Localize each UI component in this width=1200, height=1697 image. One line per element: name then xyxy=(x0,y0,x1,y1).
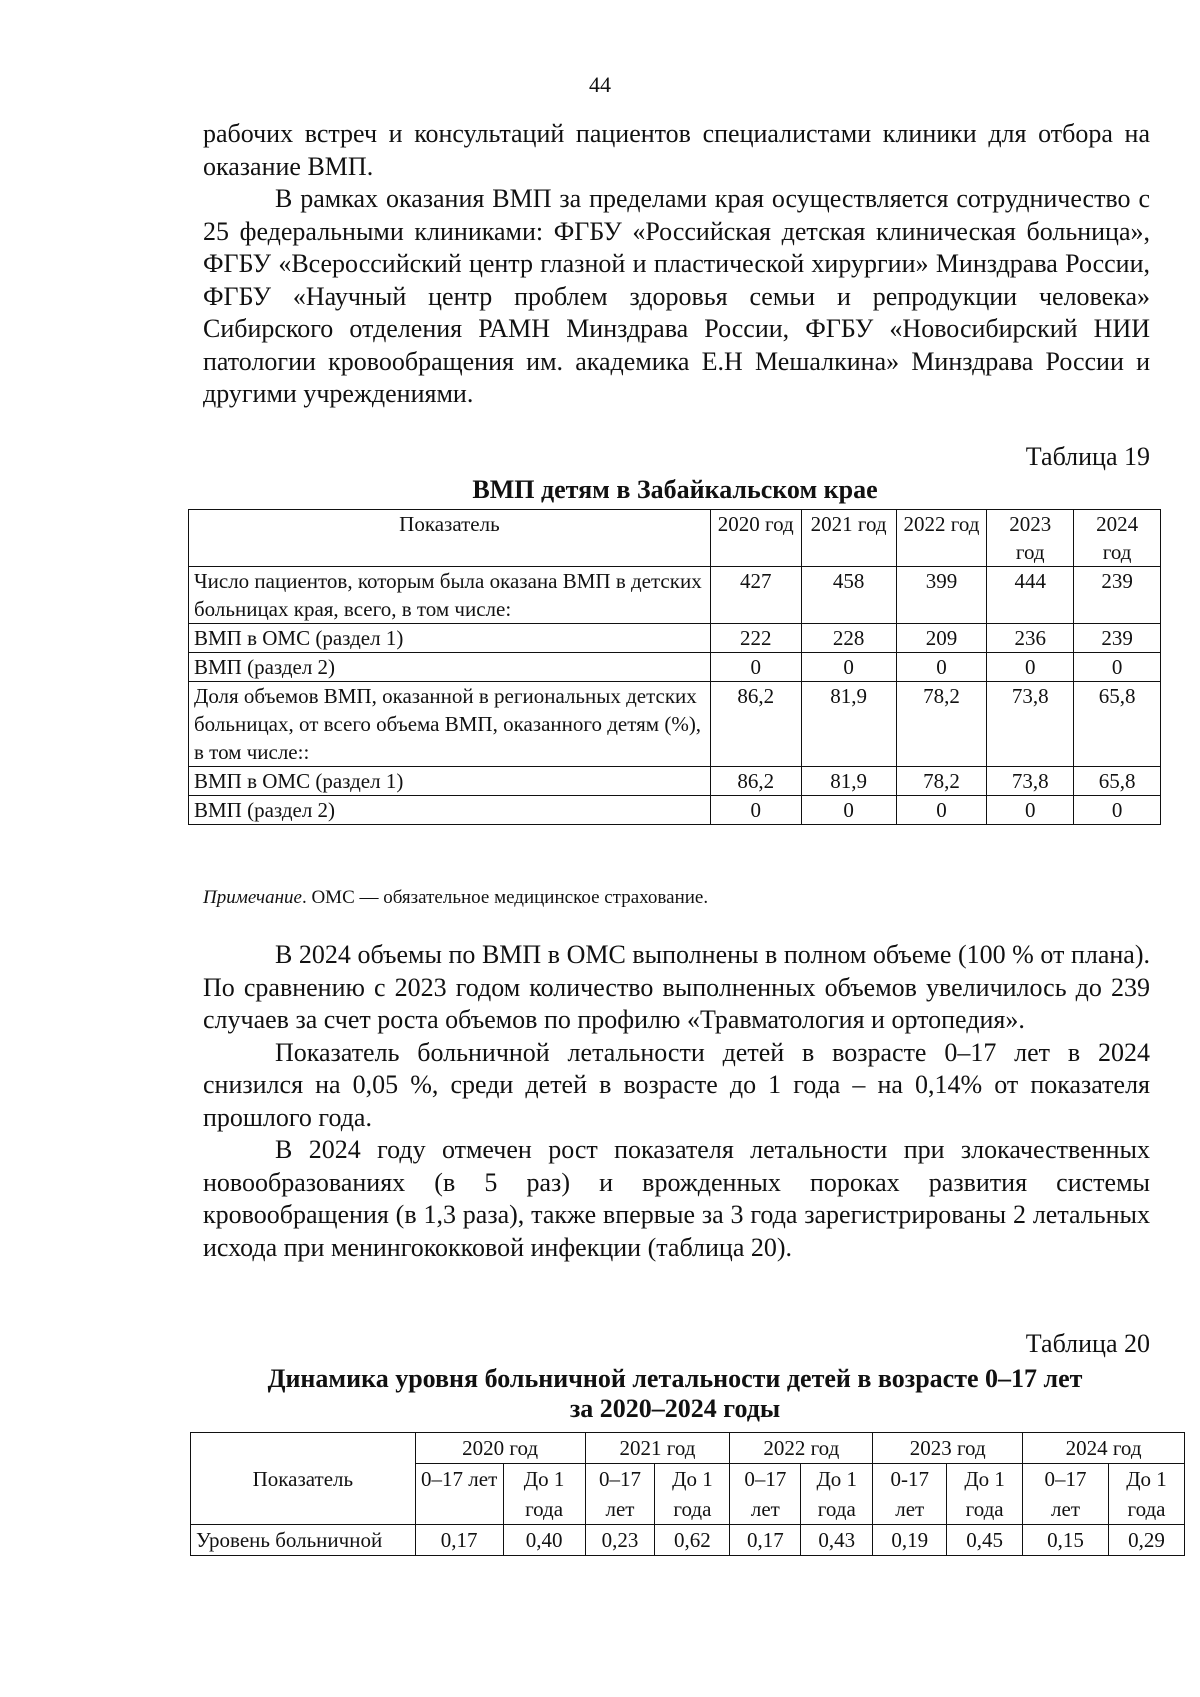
cell-value: 222 xyxy=(710,624,801,653)
age-header: 0-17 лет xyxy=(873,1464,947,1525)
page-number: 44 xyxy=(589,72,611,97)
paragraph-4: Показатель больничной летальности детей в возрасте 0–17 лет в 2024 снизился на 0,05 %, среди детей в возрасте до 1 года – на 0,14% от показателя прошлого года. xyxy=(203,1037,1150,1132)
cell-value: 399 xyxy=(896,567,987,624)
cell-value: 209 xyxy=(896,624,987,653)
cell-value: 228 xyxy=(801,624,896,653)
year-header: 2024 год xyxy=(1023,1433,1185,1464)
table-19-header-cell: 2022 год xyxy=(896,510,987,567)
table-20-year-row xyxy=(191,1433,1185,1464)
note-label: Примечание xyxy=(203,887,302,908)
table-row xyxy=(189,796,1161,825)
age-header: 0–17 лет xyxy=(1023,1464,1109,1525)
year-header: 2020 год xyxy=(415,1433,585,1464)
table-20-label-header: Показатель xyxy=(191,1433,416,1525)
table-19-title: ВМП детям в Забайкальском крае xyxy=(472,475,878,504)
cell-value: 0 xyxy=(710,653,801,682)
age-header: 0–17 лет xyxy=(415,1464,503,1525)
cell-value: 0,62 xyxy=(655,1525,730,1556)
cell-value: 73,8 xyxy=(987,767,1074,796)
paragraph-2: В рамках оказания ВМП за пределами края осуществляется сотрудничество с 25 федеральными клиниками: ФГБУ «Российская детская клиническая больница», ФГБУ «Всероссийский центр глазной и пластической хирургии» Минздрава России, ФГБУ «Научный центр проблем здоровья семьи и репродукции человека» Сибирского отделения РАМН Минздрава России, ФГБУ «Новосибирский НИИ патологии кровообращения им. академика Е.Н Мешалкина» Минздрава России и другими учреждениями. xyxy=(203,184,1150,408)
row-label: ВМП (раздел 2) xyxy=(189,796,711,825)
cell-value: 65,8 xyxy=(1074,682,1161,767)
cell-value: 81,9 xyxy=(801,767,896,796)
cell-value: 427 xyxy=(710,567,801,624)
cell-value: 78,2 xyxy=(896,682,987,767)
cell-value: 0 xyxy=(801,653,896,682)
table-row xyxy=(189,567,1161,624)
cell-value: 73,8 xyxy=(987,682,1074,767)
cell-value: 0 xyxy=(896,653,987,682)
cell-value: 0,15 xyxy=(1023,1525,1109,1556)
table-19-note xyxy=(203,887,708,909)
cell-value: 0,29 xyxy=(1108,1525,1184,1556)
paragraph-1: рабочих встреч и консультаций пациентов специалистами клиники для отбора на оказание ВМП. xyxy=(203,119,1150,181)
table-row xyxy=(189,653,1161,682)
cell-value: 0 xyxy=(896,796,987,825)
cell-value: 0,19 xyxy=(873,1525,947,1556)
age-header: До 1 года xyxy=(655,1464,730,1525)
year-header: 2023 год xyxy=(873,1433,1023,1464)
table-19-header-cell: Показатель xyxy=(189,510,711,567)
cell-value: 0,23 xyxy=(585,1525,655,1556)
cell-value: 0 xyxy=(710,796,801,825)
cell-value: 0 xyxy=(987,796,1074,825)
row-label: ВМП (раздел 2) xyxy=(189,653,711,682)
note-text: . ОМС — обязательное медицинское страхование. xyxy=(301,887,709,908)
table-19-header-cell: 2024 год xyxy=(1074,510,1161,567)
age-header: До 1 года xyxy=(801,1464,873,1525)
table-19-header-cell: 2021 год xyxy=(801,510,896,567)
row-label: ВМП в ОМС (раздел 1) xyxy=(189,767,711,796)
table-19 xyxy=(188,509,1161,825)
row-label: ВМП в ОМС (раздел 1) xyxy=(189,624,711,653)
age-header: 0–17 лет xyxy=(585,1464,655,1525)
cell-value: 65,8 xyxy=(1074,767,1161,796)
cell-value: 236 xyxy=(987,624,1074,653)
table-19-caption: Таблица 19 xyxy=(1025,442,1150,471)
age-header: До 1 года xyxy=(947,1464,1023,1525)
text-block-middle xyxy=(203,939,1150,1264)
cell-value: 458 xyxy=(801,567,896,624)
age-header: До 1 года xyxy=(1108,1464,1184,1525)
year-header: 2021 год xyxy=(585,1433,730,1464)
table-row xyxy=(191,1525,1185,1556)
cell-value: 0 xyxy=(1074,796,1161,825)
table-20-title-line-1: Динамика уровня больничной летальности детей в возрасте 0–17 лет xyxy=(267,1364,1083,1393)
table-19-header-row xyxy=(189,510,1161,567)
cell-value: 0 xyxy=(1074,653,1161,682)
table-row xyxy=(189,624,1161,653)
paragraph-5: В 2024 году отмечен рост показателя летальности при злокачественных новообразованиях (в 5 раз) и врожденных пороках развития системы кровообращения (в 1,3 раза), также впервые за 3 года зарегистрированы 2 летальных исхода при менингококковой инфекции (таблица 20). xyxy=(203,1135,1150,1262)
cell-value: 0,45 xyxy=(947,1525,1023,1556)
cell-value: 0,17 xyxy=(730,1525,801,1556)
cell-value: 81,9 xyxy=(801,682,896,767)
cell-value: 86,2 xyxy=(710,767,801,796)
table-row xyxy=(189,767,1161,796)
cell-value: 239 xyxy=(1074,567,1161,624)
cell-value: 444 xyxy=(987,567,1074,624)
cell-value: 0,43 xyxy=(801,1525,873,1556)
table-20-title-line-2: за 2020–2024 годы xyxy=(569,1394,781,1423)
table-19-header-cell: 2020 год xyxy=(710,510,801,567)
table-20-title xyxy=(190,1364,1160,1424)
age-header: 0–17 лет xyxy=(730,1464,801,1525)
paragraph-3: В 2024 объемы по ВМП в ОМС выполнены в полном объеме (100 % от плана). По сравнению с 2023 годом количество выполненных объемов увеличилось до 239 случаев за счет роста объемов по профилю «Травматология и ортопедия». xyxy=(203,940,1150,1034)
cell-value: 0 xyxy=(987,653,1074,682)
cell-value: 0 xyxy=(801,796,896,825)
row-label: Число пациентов, которым была оказана ВМП в детских больницах края, всего, в том числе: xyxy=(189,567,711,624)
cell-value: 78,2 xyxy=(896,767,987,796)
age-header: До 1 года xyxy=(503,1464,585,1525)
cell-value: 0,17 xyxy=(415,1525,503,1556)
row-label: Уровень больничной xyxy=(191,1525,416,1556)
cell-value: 239 xyxy=(1074,624,1161,653)
cell-value: 86,2 xyxy=(710,682,801,767)
year-header: 2022 год xyxy=(730,1433,873,1464)
table-20 xyxy=(190,1432,1185,1556)
table-19-header-cell: 2023 год xyxy=(987,510,1074,567)
cell-value: 0,40 xyxy=(503,1525,585,1556)
text-block-top xyxy=(203,118,1150,411)
row-label: Доля объемов ВМП, оказанной в региональных детских больницах, от всего объема ВМП, оказанного детям (%), в том числе:: xyxy=(189,682,711,767)
table-row xyxy=(189,682,1161,767)
table-20-caption: Таблица 20 xyxy=(1025,1329,1150,1358)
